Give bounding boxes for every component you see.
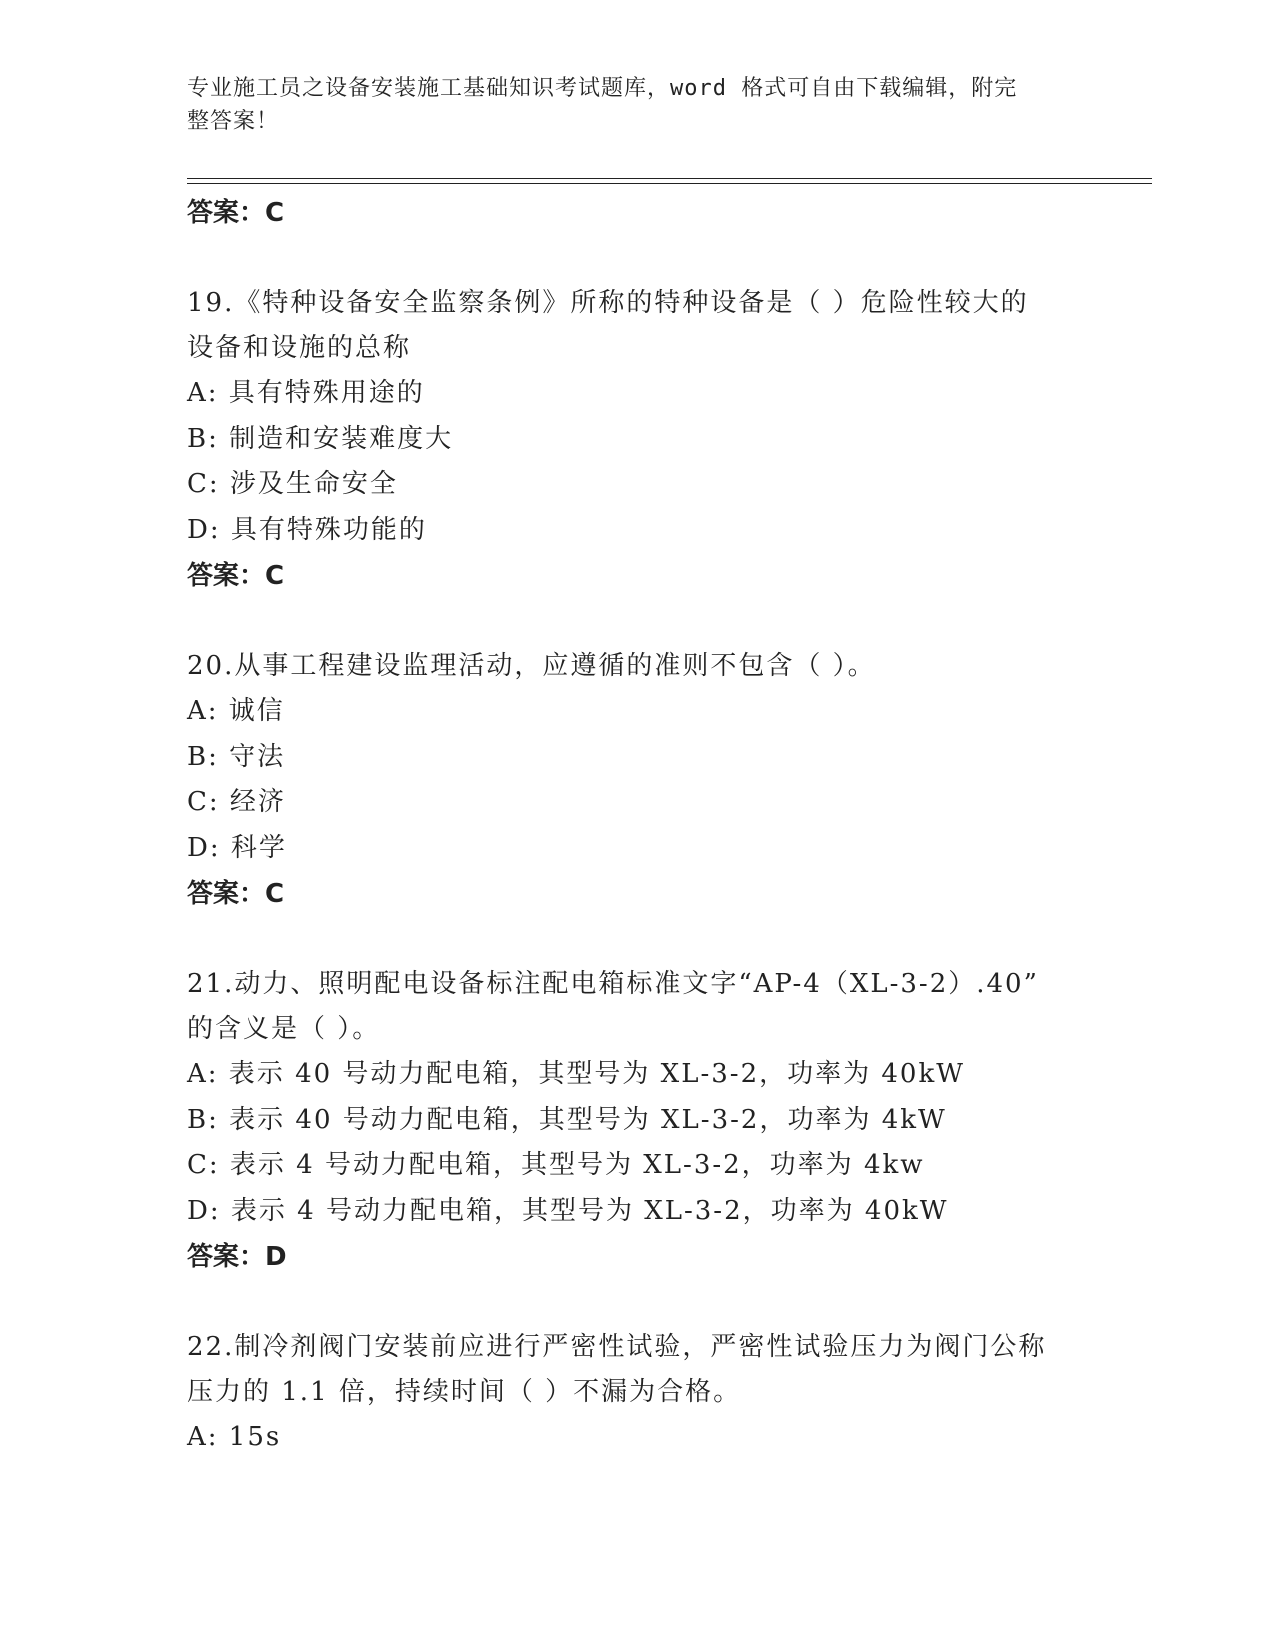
option-d: D: 表示 4 号动力配电箱，其型号为 XL-3-2，功率为 40kW xyxy=(187,1195,949,1226)
question-text: 19.《特种设备安全监察条例》所称的特种设备是（ ）危险性较大的 xyxy=(187,288,1029,318)
header-divider xyxy=(187,183,1152,184)
option-b: B: 制造和安装难度大 xyxy=(187,423,454,454)
option-c: C: 表示 4 号动力配电箱，其型号为 XL-3-2，功率为 4kw xyxy=(187,1150,925,1180)
question-text: 的含义是（ ）。 xyxy=(187,1014,381,1044)
option-b: B: 守法 xyxy=(187,741,286,772)
answer-text: 答案：D xyxy=(187,1242,287,1272)
question-block xyxy=(187,644,1087,917)
question-text: 压力的 1.1 倍，持续时间（ ）不漏为合格。 xyxy=(187,1377,742,1407)
question-block xyxy=(187,1325,1087,1461)
answer-text: 答案：C xyxy=(187,198,285,228)
answer-text: 答案：C xyxy=(187,879,285,909)
question-text: 22.制冷剂阀门安装前应进行严密性试验，严密性试验压力为阀门公称 xyxy=(187,1332,1047,1362)
question-list xyxy=(187,190,1087,1461)
option-a: A: 诚信 xyxy=(187,696,285,726)
question-block xyxy=(187,962,1087,1280)
header-divider xyxy=(187,178,1152,179)
spacer xyxy=(187,917,1087,962)
spacer xyxy=(187,1280,1087,1325)
question-text: 20.从事工程建设监理活动，应遵循的准则不包含（ ）。 xyxy=(187,651,876,681)
option-a: A: 表示 40 号动力配电箱，其型号为 XL-3-2，功率为 40kW xyxy=(187,1059,965,1089)
spacer xyxy=(187,599,1087,644)
header-line: 专业施工员之设备安装施工基础知识考试题库，word 格式可自由下载编辑，附完 xyxy=(187,76,1018,101)
option-a: A: 15s xyxy=(187,1422,282,1452)
option-d: D: 具有特殊功能的 xyxy=(187,514,427,545)
option-c: C: 涉及生命安全 xyxy=(187,469,398,499)
spacer xyxy=(187,236,1087,281)
option-d: D: 科学 xyxy=(187,832,287,863)
question-text: 21.动力、照明配电设备标注配电箱标准文字“AP-4（XL-3-2）.40” xyxy=(187,969,1039,999)
header-line: 整答案！ xyxy=(187,109,280,134)
option-b: B: 表示 40 号动力配电箱，其型号为 XL-3-2，功率为 4kW xyxy=(187,1104,947,1135)
option-c: C: 经济 xyxy=(187,787,286,817)
document-header xyxy=(187,72,1067,138)
answer-text: 答案：C xyxy=(187,561,285,591)
question-block xyxy=(187,281,1087,599)
option-a: A: 具有特殊用途的 xyxy=(187,378,425,408)
question-text: 设备和设施的总称 xyxy=(187,333,412,363)
